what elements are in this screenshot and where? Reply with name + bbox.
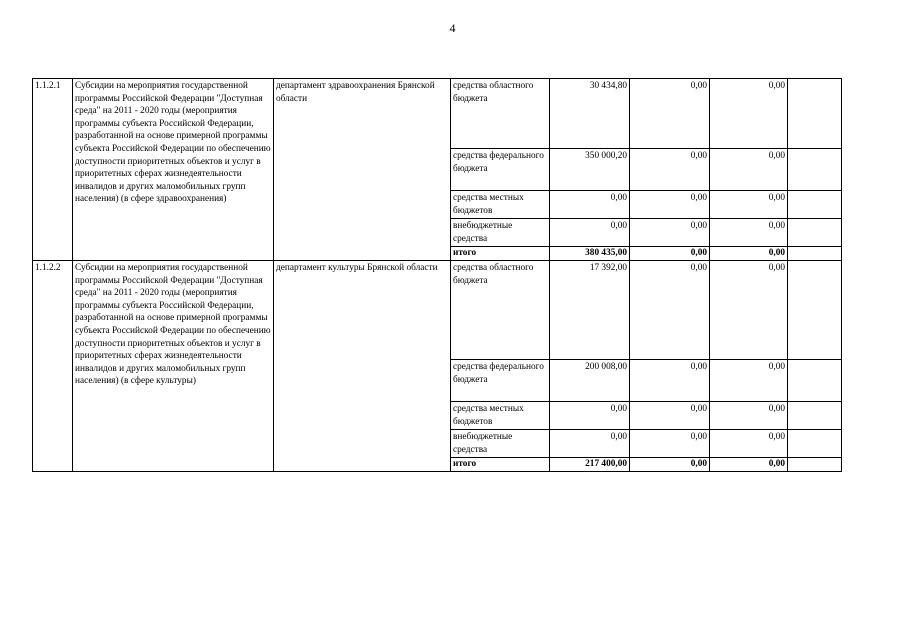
- funding-source: внебюджетные средства: [451, 430, 550, 458]
- funding-source: средства областного бюджета: [451, 79, 550, 149]
- empty-cell: [788, 219, 842, 247]
- amount-value: 350 000,20: [550, 149, 630, 191]
- amount-value: 0,00: [630, 191, 710, 219]
- funding-source: средства областного бюджета: [451, 260, 550, 359]
- funding-source: средства федерального бюджета: [451, 359, 550, 401]
- amount-value: 0,00: [550, 430, 630, 458]
- amount-value: 0,00: [710, 359, 788, 401]
- amount-value: 0,00: [630, 401, 710, 429]
- empty-cell: [788, 191, 842, 219]
- amount-value: 0,00: [630, 149, 710, 191]
- empty-cell: [788, 458, 842, 472]
- table-row: [33, 260, 842, 359]
- amount-value: 0,00: [710, 260, 788, 359]
- item-executor: департамент культуры Брянской области: [274, 260, 451, 471]
- empty-cell: [788, 79, 842, 149]
- funding-source: средства местных бюджетов: [451, 401, 550, 429]
- funding-source: средства местных бюджетов: [451, 191, 550, 219]
- total-value: 0,00: [630, 247, 710, 261]
- total-value: 217 400,00: [550, 458, 630, 472]
- funding-source: внебюджетные средства: [451, 219, 550, 247]
- amount-value: 0,00: [550, 401, 630, 429]
- amount-value: 0,00: [710, 79, 788, 149]
- empty-cell: [788, 149, 842, 191]
- amount-value: 0,00: [630, 79, 710, 149]
- table-row: [33, 79, 842, 149]
- total-value: 0,00: [710, 458, 788, 472]
- empty-cell: [788, 247, 842, 261]
- total-value: 0,00: [710, 247, 788, 261]
- item-description: Субсидии на мероприятия государственной программы Российской Федерации "Доступная среда" на 2011 - 2020 годы (мероприятия программы субъекта Российской Федерации, разработанной на основе примерной программы субъекта Российской Федерации по обеспечению доступности приоритетных объектов и услуг в приоритетных сферах жизнедеятельности инвалидов и других маломобильных групп населения) (в сфере здравоохранения): [73, 79, 274, 261]
- amount-value: 0,00: [550, 219, 630, 247]
- empty-cell: [788, 359, 842, 401]
- amount-value: 17 392,00: [550, 260, 630, 359]
- amount-value: 30 434,80: [550, 79, 630, 149]
- total-label: итого: [451, 458, 550, 472]
- empty-cell: [788, 401, 842, 429]
- amount-value: 0,00: [550, 191, 630, 219]
- total-label: итого: [451, 247, 550, 261]
- amount-value: 0,00: [710, 219, 788, 247]
- page-number: 4: [449, 21, 456, 35]
- item-description: Субсидии на мероприятия государственной программы Российской Федерации "Доступная среда" на 2011 - 2020 годы (мероприятия программы субъекта Российской Федерации, разработанной на основе примерной программы субъекта Российской Федерации по обеспечению доступности приоритетных объектов и услуг в приоритетных сферах жизнедеятельности инвалидов и других маломобильных групп населения) (в сфере культуры): [73, 260, 274, 471]
- amount-value: 0,00: [630, 359, 710, 401]
- total-value: 0,00: [630, 458, 710, 472]
- item-code: 1.1.2.1: [33, 79, 73, 261]
- empty-cell: [788, 430, 842, 458]
- amount-value: 0,00: [710, 149, 788, 191]
- program-budget-table: [32, 78, 842, 472]
- amount-value: 200 008,00: [550, 359, 630, 401]
- empty-cell: [788, 260, 842, 359]
- amount-value: 0,00: [630, 260, 710, 359]
- amount-value: 0,00: [710, 430, 788, 458]
- amount-value: 0,00: [710, 401, 788, 429]
- total-value: 380 435,00: [550, 247, 630, 261]
- amount-value: 0,00: [630, 430, 710, 458]
- item-code: 1.1.2.2: [33, 260, 73, 471]
- funding-source: средства федерального бюджета: [451, 149, 550, 191]
- amount-value: 0,00: [710, 191, 788, 219]
- amount-value: 0,00: [630, 219, 710, 247]
- item-executor: департамент здравоохранения Брянской области: [274, 79, 451, 261]
